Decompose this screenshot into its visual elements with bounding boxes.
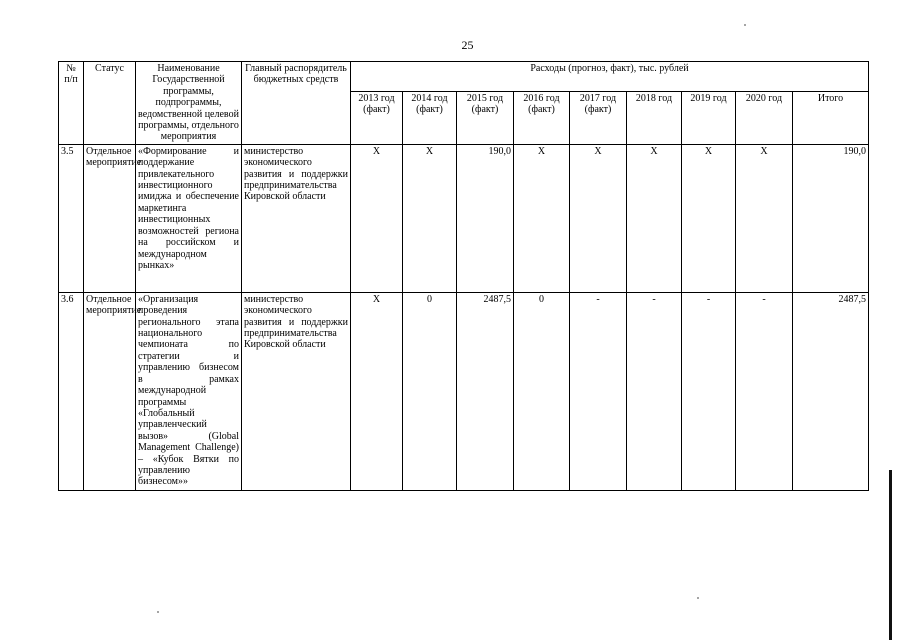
header-total: Итого [793,91,869,144]
value-total: 2487,5 [793,292,869,490]
header-year: 2016 год (факт) [514,91,570,144]
value-2014: Х [403,144,457,292]
value-2018: Х [627,144,682,292]
table-row [59,292,869,490]
scan-speck [157,611,159,613]
row-status: Отдельное мероприятие [84,292,136,490]
value-total: 190,0 [793,144,869,292]
value-2020: - [736,292,793,490]
row-status: Отдельное мероприятие [84,144,136,292]
header-year: 2017 год (факт) [570,91,627,144]
value-2020: Х [736,144,793,292]
value-2013: Х [351,292,403,490]
header-expenses: Расходы (прогноз, факт), тыс. рублей [351,62,869,92]
header-status: Статус [84,62,136,145]
value-2018: - [627,292,682,490]
header-year: 2019 год [682,91,736,144]
value-2019: - [682,292,736,490]
header-year: 2014 год (факт) [403,91,457,144]
header-row-main [59,62,869,92]
budget-table [58,61,869,491]
header-year: 2015 год (факт) [457,91,514,144]
page-number: 25 [461,38,474,52]
header-year: 2013 год (факт) [351,91,403,144]
header-year: 2018 год [627,91,682,144]
value-2014: 0 [403,292,457,490]
header-administrator: Главный распорядитель бюджетных средств [242,62,351,145]
scan-speck [697,597,699,599]
value-2017: - [570,292,627,490]
header-no: № п/п [59,62,84,145]
value-2013: Х [351,144,403,292]
value-2015: 2487,5 [457,292,514,490]
header-year: 2020 год [736,91,793,144]
row-administrator: министерство экономического развития и поддержки предпринимательства Кировской области [242,144,351,292]
row-name: «Формирование и поддержание привлекательного инвестиционного имиджа и обеспечение маркетинга инвестиционных возможностей региона на российском и международном рынках» [136,144,242,292]
value-2015: 190,0 [457,144,514,292]
scan-speck [744,24,746,26]
row-name: «Организация проведения регионального этапа национального чемпионата по стратегии и управлению бизнесом в рамках международной программы «Глобальный управленческий вызов» (Global Management Challenge) – «Кубок Вятки по управлению бизнесом»» [136,292,242,490]
value-2019: Х [682,144,736,292]
value-2016: 0 [514,292,570,490]
value-2016: Х [514,144,570,292]
row-administrator: министерство экономического развития и поддержки предпринимательства Кировской области [242,292,351,490]
header-name: Наименование Государственной программы, подпрограммы, ведомственной целевой программы, отдельного мероприятия [136,62,242,145]
row-number: 3.6 [59,292,84,490]
row-number: 3.5 [59,144,84,292]
table-row [59,144,869,292]
value-2017: Х [570,144,627,292]
scan-edge-bar [889,470,892,640]
